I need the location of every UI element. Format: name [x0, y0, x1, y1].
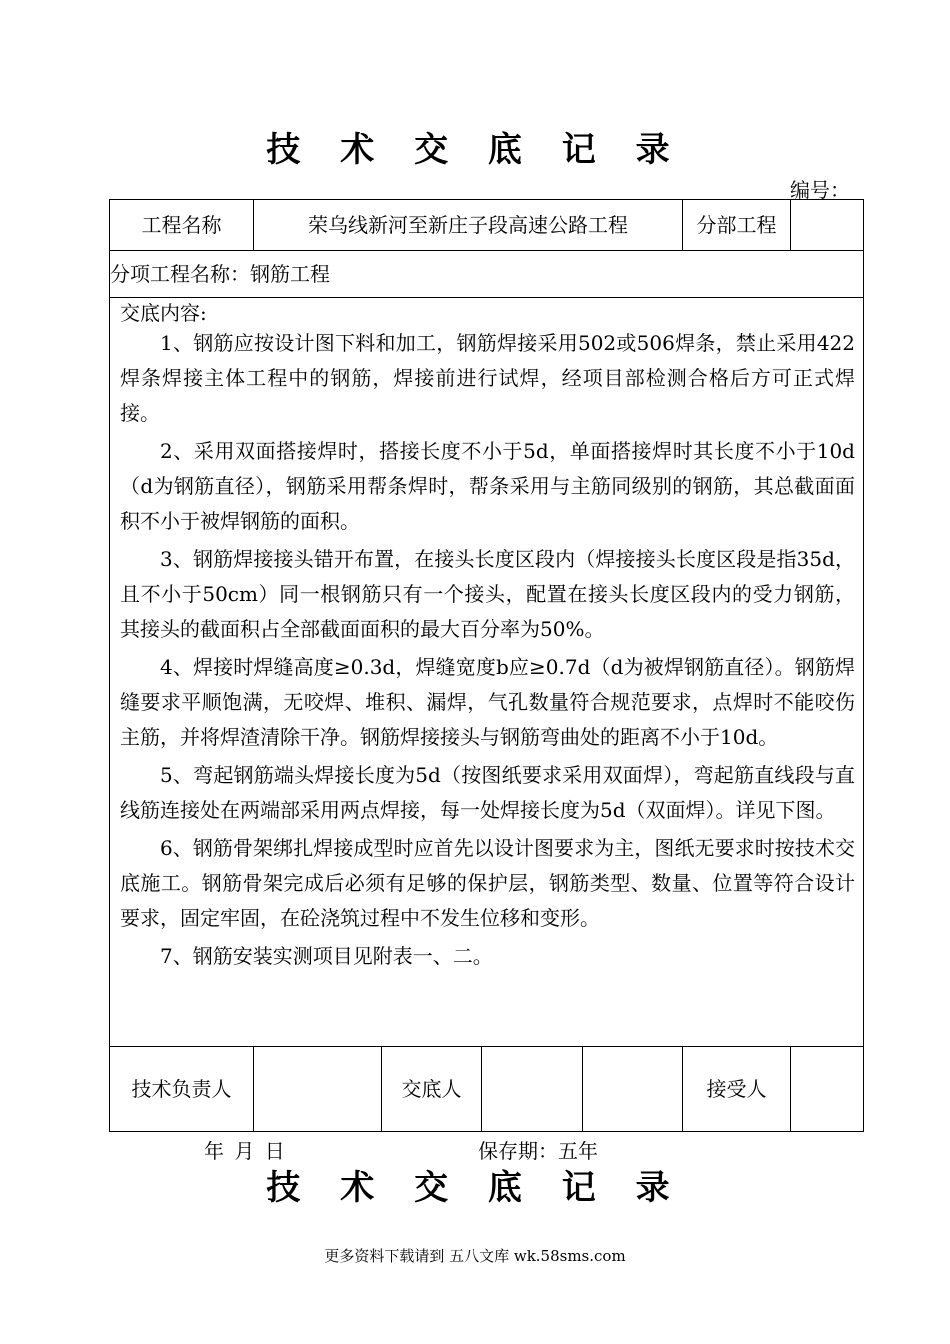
serial-number-label: 编号： [790, 178, 850, 202]
content-paragraph-1: 1、钢筋应按设计图下料和加工，钢筋焊接采用502或506焊条，禁止采用422焊条焊接主体工程中的钢筋，焊接前进行试焊，经项目部检测合格后方可正式焊接。 [120, 331, 855, 425]
division-value [791, 200, 864, 251]
issuer-value-extra [583, 1047, 683, 1132]
content-paragraph-5: 5、弯起钢筋端头焊接长度为5d（按图纸要求采用双面焊），弯起筋直线段与直线筋连接处在两端部采用两点焊接，每一处焊接长度为5d（双面焊）。详见下图。 [120, 763, 855, 822]
content-paragraph-7: 7、钢筋安装实测项目见附表一、二。 [160, 944, 493, 968]
tech-lead-value [254, 1047, 382, 1132]
content-row [110, 298, 864, 1047]
receiver-value [791, 1047, 864, 1132]
division-label: 分部工程 [683, 200, 791, 251]
content-paragraph-4: 4、焊接时焊缝高度≥0.3d，焊缝宽度b应≥0.7d（d为被焊钢筋直径）。钢筋焊缝要求平顺饱满，无咬焊、堆积、漏焊，气孔数量符合规范要求，点焊时不能咬伤主筋，并将焊渣清除干净。钢筋焊接接头与钢筋弯曲处的距离不小于10d。 [120, 655, 855, 749]
content-paragraph-2: 2、采用双面搭接焊时，搭接长度不小于5d，单面搭接焊时其长度不小于10d（d为钢筋直径），钢筋采用帮条焊时，帮条采用与主筋同级别的钢筋，其总截面面积不小于被焊钢筋的面积。 [120, 439, 855, 533]
project-row [110, 200, 864, 251]
tech-lead-label: 技术负责人 [110, 1047, 254, 1132]
subitem-name: 分项工程名称：钢筋工程 [110, 251, 864, 298]
issuer-cell [382, 1047, 583, 1132]
subitem-row [110, 251, 864, 298]
receiver-label: 接受人 [683, 1047, 791, 1132]
issuer-value [482, 1047, 582, 1131]
signature-row [110, 1047, 864, 1132]
content-heading: 交底内容: [120, 301, 207, 325]
date-label: 年 月 日 [204, 1139, 287, 1163]
download-note: 更多资料下载请到 五八文库 wk.58sms.com [324, 1247, 626, 1265]
issuer-label: 交底人 [382, 1047, 482, 1131]
document-title-repeat: 技 术 交 底 记 录 [266, 1168, 684, 1208]
project-name-value: 荣乌线新河至新庄子段高速公路工程 [254, 200, 683, 251]
document-title: 技 术 交 底 记 录 [266, 130, 684, 170]
project-name-label: 工程名称 [110, 200, 254, 251]
content-paragraph-3: 3、钢筋焊接接头错开布置，在接头长度区段内（焊接接头长度区段是指35d，且不小于50cm）同一根钢筋只有一个接头，配置在接头长度区段内的受力钢筋，其接头的截面积占全部截面面积的最大百分率为50%。 [120, 547, 855, 641]
content-cell [110, 298, 864, 1047]
record-table [109, 199, 864, 1132]
content-paragraph-6: 6、钢筋骨架绑扎焊接成型时应首先以设计图要求为主，图纸无要求时按技术交底施工。钢筋骨架完成后必须有足够的保护层，钢筋类型、数量、位置等符合设计要求，固定牢固，在砼浇筑过程中不发生位移和变形。 [120, 836, 855, 930]
retention-period: 保存期：五年 [478, 1139, 598, 1163]
